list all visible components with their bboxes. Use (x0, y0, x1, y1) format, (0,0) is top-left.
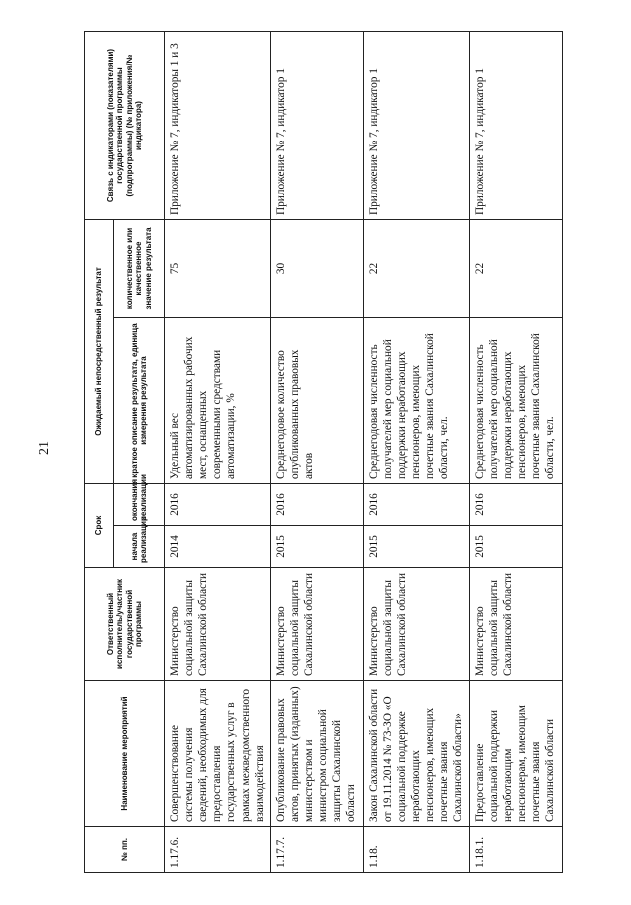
cell-indicator-link: Приложение № 7, индикатор 1 (469, 32, 562, 220)
header-num: № пп. (85, 827, 165, 873)
cell-name: Опубликование правовых актов, принятых (изданных) министерством и министром социальной защиты Сахалинской области (270, 681, 363, 827)
cell-result-value: 75 (165, 220, 271, 318)
cell-num: 1.17.7. (270, 827, 363, 873)
cell-num: 1.17.6. (165, 827, 271, 873)
cell-responsible: Министерство социальной защиты Сахалинской области (165, 568, 271, 681)
table-row (165, 32, 271, 873)
header-result: Ожидаемый непосредственный результат (85, 220, 114, 484)
cell-result-desc: Среднегодовая численность получателей мер социальной поддержки неработающих пенсионеров, имеющих почетные звания Сахалинской области, чел. (363, 318, 469, 484)
table-row (270, 32, 363, 873)
cell-start: 2014 (165, 526, 271, 568)
cell-name: Закон Сахалинской области от 19.11.2014 № 73-ЗО «О социальной поддержке неработающих пенсионеров, имеющих почетные звания Сахалинской области» (363, 681, 469, 827)
measures-table (84, 31, 563, 873)
cell-end: 2016 (165, 484, 271, 526)
cell-start: 2015 (270, 526, 363, 568)
header-name: Наименование мероприятий (85, 681, 165, 827)
cell-indicator-link: Приложение № 7, индикаторы 1 и 3 (165, 32, 271, 220)
cell-result-desc: Среднегодовое количество опубликованных правовых актов (270, 318, 363, 484)
cell-num: 1.18.1. (469, 827, 562, 873)
table-row (363, 32, 469, 873)
cell-result-desc: Удельный вес автоматизированных рабочих мест, оснащенных современными средствами автоматизации, % (165, 318, 271, 484)
cell-end: 2016 (469, 484, 562, 526)
header-term-end: окончания реализации (114, 484, 165, 526)
cell-result-value: 22 (469, 220, 562, 318)
cell-result-value: 30 (270, 220, 363, 318)
cell-end: 2016 (270, 484, 363, 526)
cell-responsible: Министерство социальной защиты Сахалинской области (469, 568, 562, 681)
cell-name: Предоставление социальной поддержки неработающим пенсионерам, имеющим почетные звания Сахалинской области (469, 681, 562, 827)
cell-name: Совершенствование системы получения сведений, необходимых для предоставления государственных услуг в рамках межведомственного взаимодействия (165, 681, 271, 827)
cell-indicator-link: Приложение № 7, индикатор 1 (270, 32, 363, 220)
cell-responsible: Министерство социальной защиты Сахалинской области (270, 568, 363, 681)
header-term: Срок (85, 484, 114, 568)
cell-result-value: 22 (363, 220, 469, 318)
cell-start: 2015 (469, 526, 562, 568)
header-indicator-link: Связь с индикаторами (показателями) государственной программы (подпрограммы) (№ приложения/№ индикатора) (85, 32, 165, 220)
page-number: 21 (37, 441, 52, 455)
cell-indicator-link: Приложение № 7, индикатор 1 (363, 32, 469, 220)
cell-responsible: Министерство социальной защиты Сахалинской области (363, 568, 469, 681)
header-result-desc: краткое описание результата, единица измерения результата (114, 318, 165, 484)
cell-result-desc: Среднегодовая численность получателей мер социальной поддержки неработающих пенсионеров, имеющих почетные звания Сахалинской области, чел. (469, 318, 562, 484)
cell-start: 2015 (363, 526, 469, 568)
header-responsible: Ответственный исполнитель/участник государственной программы (85, 568, 165, 681)
cell-num: 1.18. (363, 827, 469, 873)
table-row (469, 32, 562, 873)
header-result-value: количественное или качественное значение результата (114, 220, 165, 318)
cell-end: 2016 (363, 484, 469, 526)
header-term-start: начала реализации (114, 526, 165, 568)
